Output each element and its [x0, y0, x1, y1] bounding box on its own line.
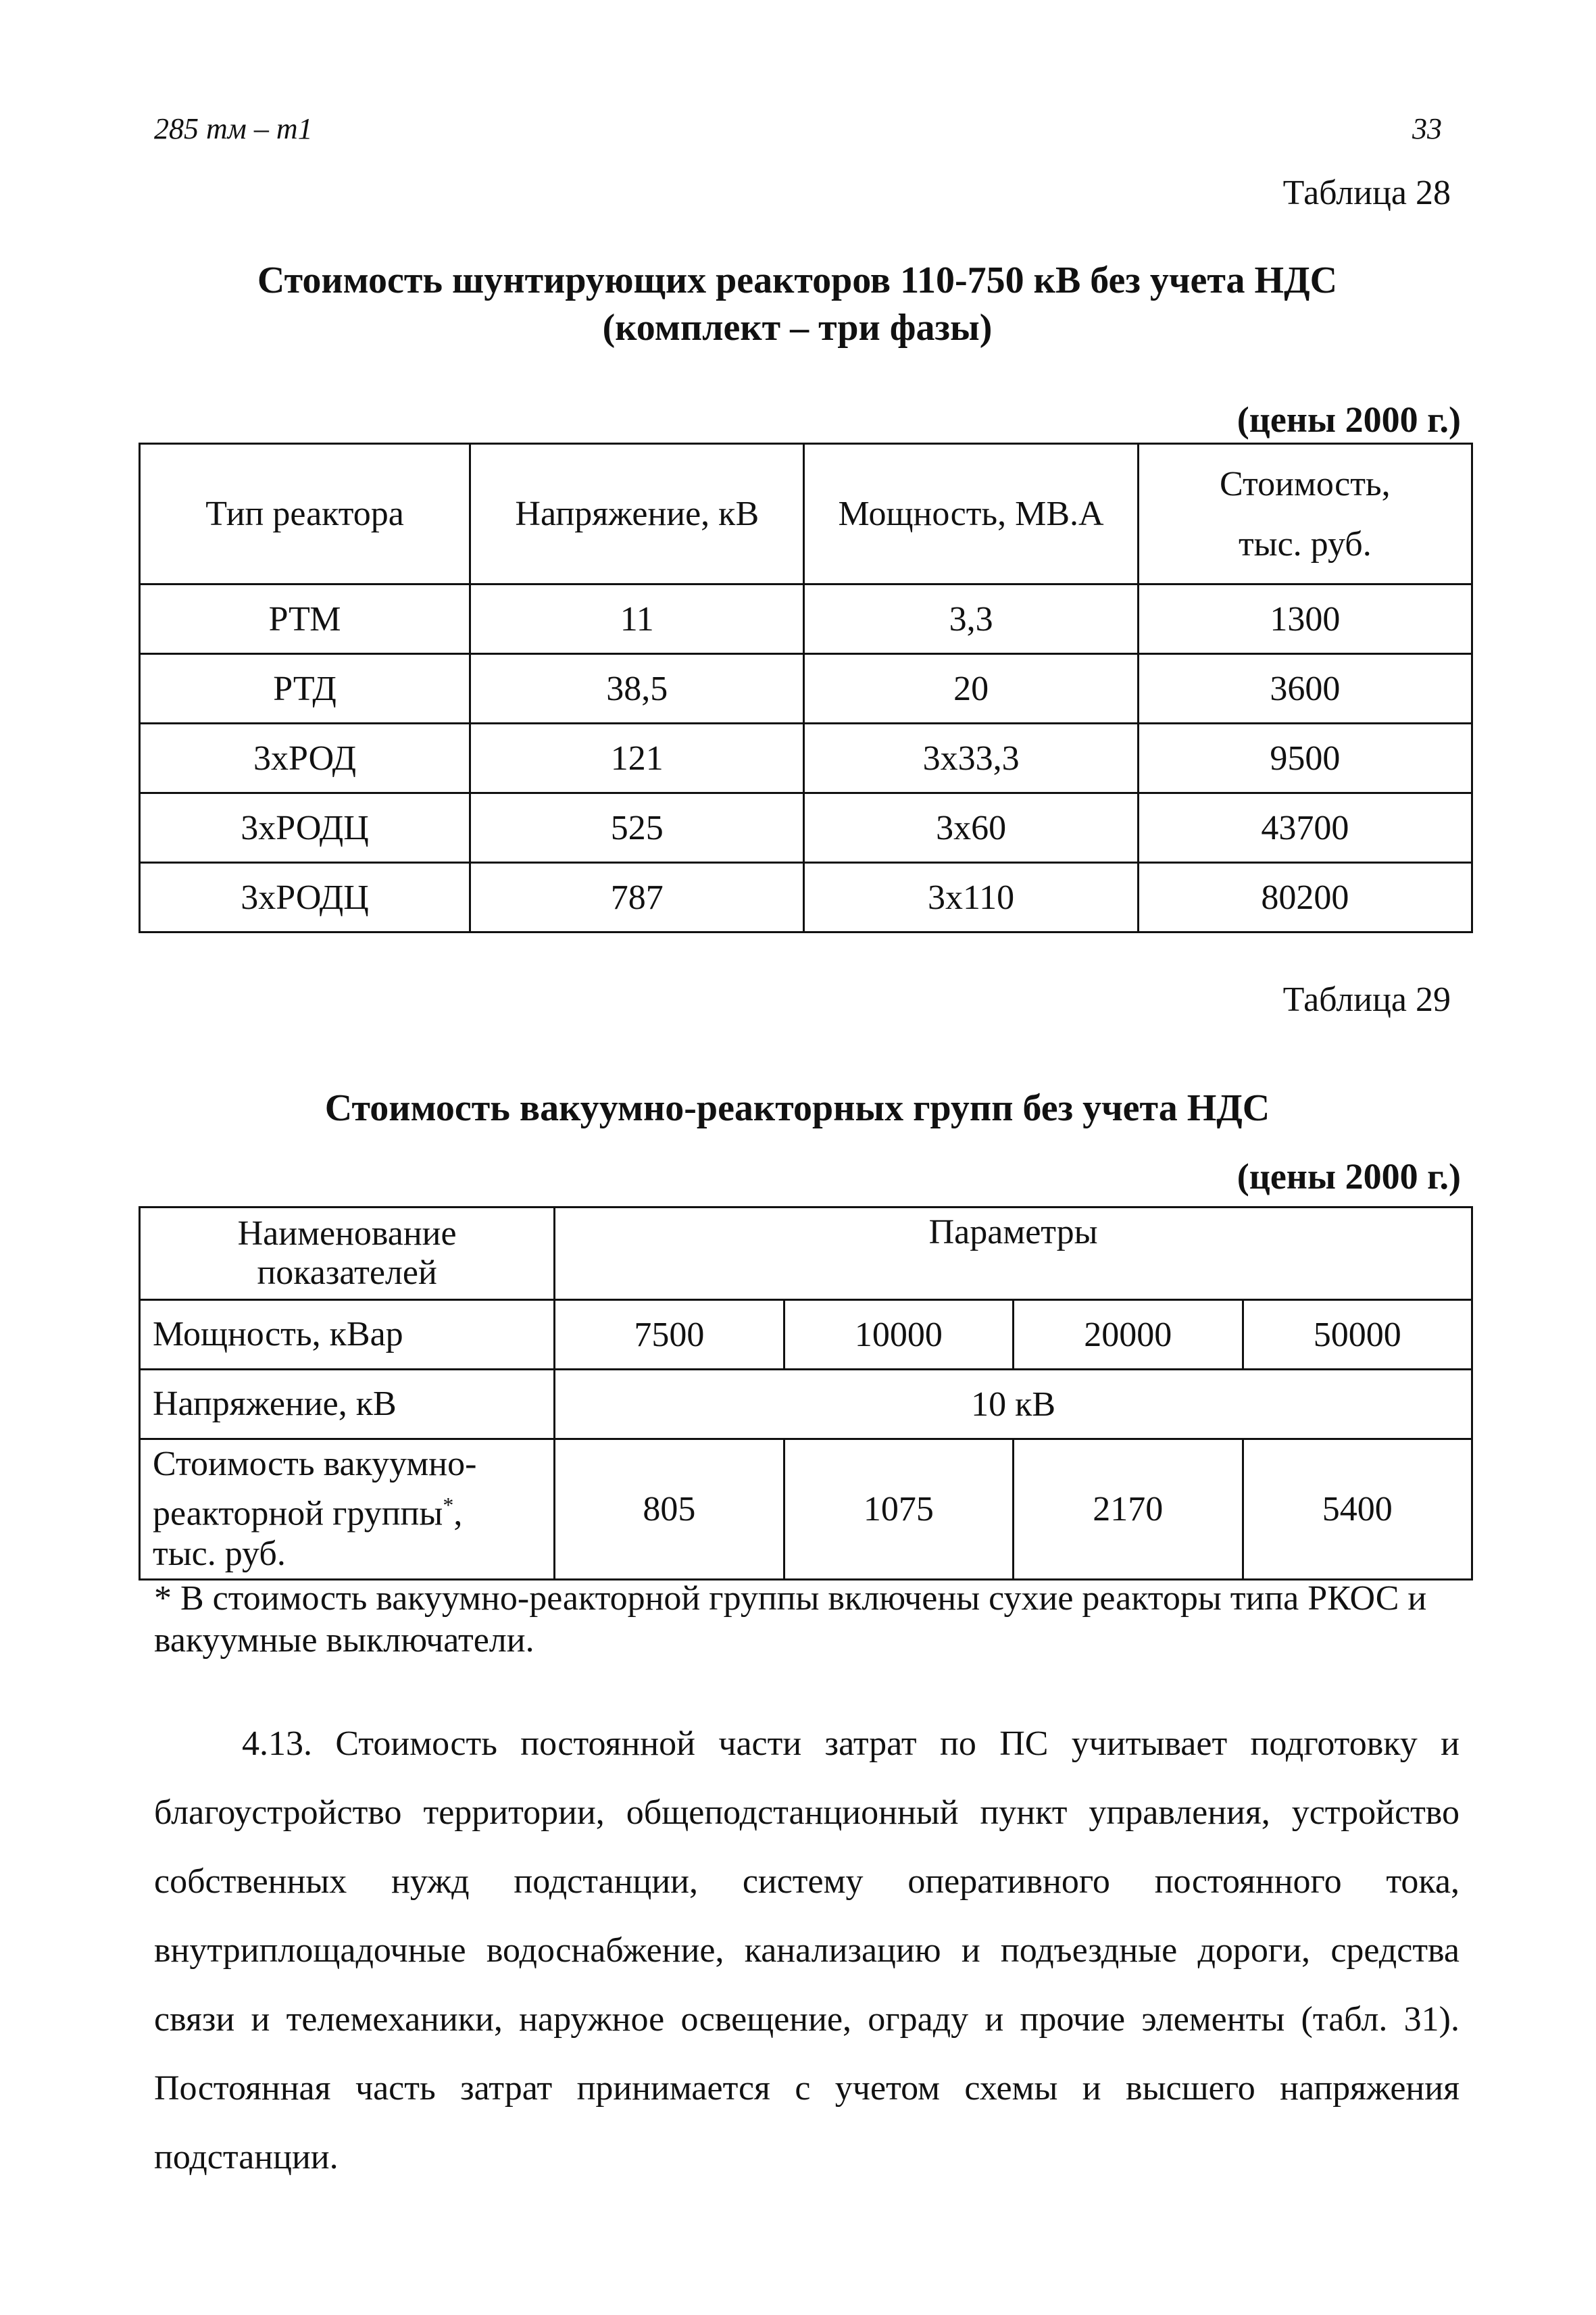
- header-cell-cost: [1138, 444, 1472, 584]
- body-paragraph: [154, 1710, 1460, 2192]
- cell-type: 3хРОДЦ: [140, 863, 470, 932]
- table-28-title-line1: Стоимость шунтирующих реакторов 110-750 кВ без учета НДС: [257, 259, 1338, 301]
- cost-label-line1: Стоимость вакуумно-: [153, 1444, 477, 1483]
- table-row-cost: [140, 1439, 1472, 1580]
- cell-power: 20: [804, 654, 1138, 724]
- cell-power: 3х110: [804, 863, 1138, 932]
- cell-cost-2: 1075: [784, 1439, 1013, 1580]
- table-28-title-line2: (комплект – три фазы): [602, 307, 993, 349]
- table-29-title: Стоимость вакуумно-реакторных групп без учета НДС: [324, 1087, 1270, 1129]
- cell-cost-1: 805: [555, 1439, 784, 1580]
- cell-voltage: 787: [470, 863, 804, 932]
- header-cost-line1: Стоимость,: [1220, 464, 1391, 503]
- cost-label-line2: [153, 1485, 553, 1534]
- reactor-cost-table: [139, 443, 1473, 933]
- row-label-cost: [140, 1439, 555, 1580]
- page-number: 33: [1412, 112, 1442, 145]
- cell-type: РТМ: [140, 584, 470, 654]
- table-row: [140, 863, 1472, 932]
- cell-cost-4: 5400: [1243, 1439, 1472, 1580]
- table-header-row: [140, 444, 1472, 584]
- header-name-line1: Наименование: [237, 1214, 457, 1253]
- footnote-mark: *: [443, 1492, 454, 1517]
- cell-type: 3хРОДЦ: [140, 793, 470, 863]
- header-cell-indicator-name: [140, 1208, 555, 1300]
- header-cell-power: Мощность, МВ.А: [804, 444, 1138, 584]
- paragraph-4-13: 4.13. Стоимость постоянной части затрат по ПС учитывает подготовку и благоустройство территории, общеподстанционный пункт управления, устройство собственных нужд подстанции, систему оперативного постоянного тока, внутриплощадочные водоснабжение, канализацию и подъездные дороги, средства связи и телемеханики, наружное освещение, ограду и прочие элементы (табл. 31). Постоянная часть затрат принимается с учетом схемы и высшего напряжения подстанции.: [154, 1724, 1460, 2176]
- table-header-row: [140, 1208, 1472, 1300]
- table-row: [140, 724, 1472, 793]
- header-cell-type: Тип реактора: [140, 444, 470, 584]
- row-label-voltage: Напряжение, кВ: [140, 1370, 555, 1439]
- document-code: 285 тм – т1: [154, 112, 313, 145]
- cell-cost: 43700: [1138, 793, 1472, 863]
- cell-cost: 9500: [1138, 724, 1472, 793]
- cost-label-line2-text: реакторной группы: [153, 1494, 443, 1533]
- cell-cost: 1300: [1138, 584, 1472, 654]
- cell-cost: 3600: [1138, 654, 1472, 724]
- cell-cost-3: 2170: [1014, 1439, 1243, 1580]
- table-row-voltage: [140, 1370, 1472, 1439]
- cell-voltage: 38,5: [470, 654, 804, 724]
- header-cell-parameters: Параметры: [555, 1208, 1472, 1300]
- cell-voltage-value: 10 кВ: [555, 1370, 1472, 1439]
- header-cell-voltage: Напряжение, кВ: [470, 444, 804, 584]
- table-29-caption: Таблица 29: [1282, 980, 1451, 1019]
- table-row-power: [140, 1300, 1472, 1370]
- header-cost-line2: тыс. руб.: [1238, 524, 1372, 564]
- cell-power-7500: 7500: [555, 1300, 784, 1370]
- table-row: [140, 654, 1472, 724]
- table-28-prices-note: (цены 2000 г.): [1237, 399, 1461, 440]
- cell-cost: 80200: [1138, 863, 1472, 932]
- table-row: [140, 793, 1472, 863]
- table-29-footnote: * В стоимость вакуумно-реакторной группы включены сухие реакторы типа РКОС и вакуумные выключатели.: [154, 1579, 1427, 1660]
- cost-label-line2-end: ,: [453, 1494, 463, 1533]
- cell-power-10000: 10000: [784, 1300, 1013, 1370]
- cell-voltage: 121: [470, 724, 804, 793]
- cell-type: 3хРОД: [140, 724, 470, 793]
- cell-power-20000: 20000: [1014, 1300, 1243, 1370]
- header-name-line2: показателей: [257, 1253, 437, 1292]
- cell-voltage: 11: [470, 584, 804, 654]
- cell-voltage: 525: [470, 793, 804, 863]
- table-29-prices-note: (цены 2000 г.): [1237, 1156, 1461, 1197]
- table-28-title: [135, 257, 1460, 351]
- cell-type: РТД: [140, 654, 470, 724]
- cell-power: 3,3: [804, 584, 1138, 654]
- table-row: [140, 584, 1472, 654]
- cell-power: 3х33,3: [804, 724, 1138, 793]
- cell-power: 3х60: [804, 793, 1138, 863]
- cell-power-50000: 50000: [1243, 1300, 1472, 1370]
- cost-label-line3: тыс. руб.: [153, 1535, 286, 1574]
- vacuum-reactor-group-table: [139, 1206, 1473, 1580]
- table-28-caption: Таблица 28: [1282, 174, 1451, 212]
- row-label-power: Мощность, кВар: [140, 1300, 555, 1370]
